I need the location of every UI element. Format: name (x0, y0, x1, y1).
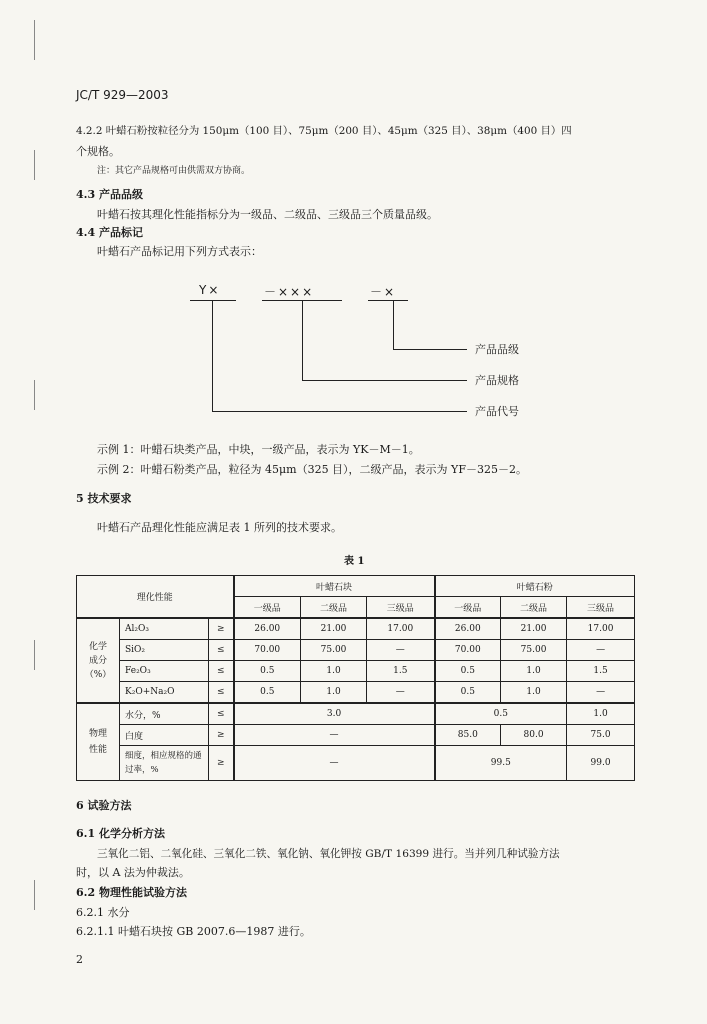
cell: 70.00 (435, 640, 501, 661)
cell: 0.5 (234, 661, 301, 682)
cell: — (367, 682, 435, 704)
diagram-underline-3 (368, 300, 408, 301)
section-4-4-body: 叶蜡石产品标记用下列方式表示： (97, 245, 262, 258)
cell: 75.00 (501, 640, 567, 661)
cell: 0.5 (435, 682, 501, 704)
table-row (77, 703, 635, 725)
table-caption: 表 1 (344, 556, 365, 567)
grade-cell: 三级品 (567, 597, 635, 619)
row-symbol: ≤ (209, 640, 234, 661)
header-property: 理化性能 (77, 576, 234, 619)
row-symbol: ≤ (209, 703, 234, 725)
header-powder: 叶蜡石粉 (435, 576, 635, 597)
row-label: Al₂O₃ (120, 618, 209, 640)
specification-table (76, 575, 635, 781)
group-physical-line: 性能 (88, 745, 107, 755)
table-row (77, 746, 635, 781)
diagram-connector-code-h (212, 411, 467, 412)
row-label (120, 746, 209, 781)
cell: 1.5 (367, 661, 435, 682)
table-row (77, 725, 635, 746)
grade-cell: 二级品 (501, 597, 567, 619)
cell: 21.00 (501, 618, 567, 640)
grade-cell: 一级品 (234, 597, 301, 619)
section-4-3-heading: 4.3 产品品级 (76, 188, 143, 201)
section-6-2-heading: 6.2 物理性能试验方法 (76, 886, 187, 899)
cell: 0.5 (435, 703, 567, 725)
margin-mark (34, 880, 35, 910)
cell: 26.00 (435, 618, 501, 640)
section-4-2-2-line2: 个规格。 (76, 145, 120, 158)
cell: 1.5 (567, 661, 635, 682)
row-label: 白度 (120, 725, 209, 746)
row-label: SiO₂ (120, 640, 209, 661)
table-header-row (77, 576, 635, 597)
cell: 99.0 (567, 746, 635, 781)
group-chemical-line: 化学 (88, 641, 107, 652)
cell: — (234, 746, 435, 781)
cell: 0.5 (234, 682, 301, 704)
diagram-underline-1 (190, 300, 236, 301)
cell: 99.5 (435, 746, 567, 781)
row-label: Fe₂O₃ (120, 661, 209, 682)
grade-cell: 一级品 (435, 597, 501, 619)
row-label: K₂O+Na₂O (120, 682, 209, 704)
row-label-line: 细度，相应规格的通 (125, 751, 202, 761)
diagram-code-grade: －× (370, 285, 397, 299)
cell: 1.0 (567, 703, 635, 725)
cell: 75.0 (567, 725, 635, 746)
cell: — (234, 725, 435, 746)
example-1: 示例 1：叶蜡石块类产品，中块，一级产品，表示为 YK－M－1。 (97, 443, 420, 456)
cell: — (567, 682, 635, 704)
doc-code-header: JC/T 929—2003 (76, 88, 169, 102)
row-symbol: ≥ (209, 725, 234, 746)
table-row (77, 682, 635, 704)
cell: 1.0 (501, 682, 567, 704)
cell: 1.0 (301, 661, 367, 682)
group-physical (77, 703, 120, 781)
header-block: 叶蜡石块 (234, 576, 435, 597)
diagram-connector-grade-h (393, 349, 467, 350)
section-5-body: 叶蜡石产品理化性能应满足表 1 所列的技术要求。 (97, 521, 342, 534)
margin-mark (34, 20, 35, 60)
group-chemical-line: 成分 (88, 655, 107, 666)
section-5-heading: 5 技术要求 (76, 492, 132, 505)
grade-cell: 二级品 (301, 597, 367, 619)
cell: 26.00 (234, 618, 301, 640)
table-row (77, 640, 635, 661)
cell: 17.00 (567, 618, 635, 640)
cell: 75.00 (301, 640, 367, 661)
section-6-2-1-1: 6.2.1.1 叶蜡石块按 GB 2007.6—1987 进行。 (76, 925, 311, 938)
diagram-connector-code-v (212, 300, 213, 412)
page-number: 2 (76, 953, 83, 966)
margin-mark (34, 380, 35, 410)
row-symbol: ≤ (209, 661, 234, 682)
group-chemical-line: （%） (84, 669, 112, 680)
row-symbol: ≥ (209, 746, 234, 781)
diagram-label-code: 产品代号 (475, 405, 519, 418)
diagram-connector-grade-v (393, 300, 394, 350)
section-6-2-1-heading: 6.2.1 水分 (76, 906, 130, 919)
section-4-3-body: 叶蜡石按其理化性能指标分为一级品、二级品、三级品三个质量品级。 (97, 208, 438, 221)
row-symbol: ≥ (209, 618, 234, 640)
cell: 1.0 (301, 682, 367, 704)
cell: 0.5 (435, 661, 501, 682)
margin-mark (34, 640, 35, 670)
cell: 21.00 (301, 618, 367, 640)
cell: — (567, 640, 635, 661)
cell: 85.0 (435, 725, 501, 746)
cell: 17.00 (367, 618, 435, 640)
diagram-label-spec: 产品规格 (475, 374, 519, 387)
cell: 1.0 (501, 661, 567, 682)
cell: — (367, 640, 435, 661)
diagram-connector-spec-h (302, 380, 467, 381)
table-row (77, 661, 635, 682)
section-4-2-2-note: 注：其它产品规格可由供需双方协商。 (97, 166, 251, 176)
example-2: 示例 2：叶蜡石粉类产品，粒径为 45μm（325 目），二级产品，表示为 YF－325－2。 (97, 463, 527, 476)
row-label-line: 过率，% (125, 765, 159, 775)
section-6-1-heading: 6.1 化学分析方法 (76, 827, 165, 840)
section-6-1-line2: 时，以 A 法为仲裁法。 (76, 866, 190, 879)
grade-cell: 三级品 (367, 597, 435, 619)
section-6-1-line1: 三氧化二铝、二氧化硅、三氧化二铁、氧化钠、氧化钾按 GB/T 16399 进行。当并列几种试验方法 (97, 848, 560, 860)
row-label: 水分，% (120, 703, 209, 725)
section-4-4-heading: 4.4 产品标记 (76, 226, 143, 239)
diagram-code-prefix: Y× (199, 283, 221, 297)
section-4-2-2-line1: 4.2.2 叶蜡石粉按粒径分为 150μm（100 目）、75μm（200 目）、45μm（325 目）、38μm（400 目）四 (76, 125, 572, 137)
diagram-connector-spec-v (302, 300, 303, 381)
margin-mark (34, 150, 35, 180)
cell: 80.0 (501, 725, 567, 746)
row-symbol: ≤ (209, 682, 234, 704)
group-chemical (77, 618, 120, 703)
section-6-heading: 6 试验方法 (76, 799, 132, 812)
group-physical-line: 物理 (88, 729, 107, 739)
cell: 70.00 (234, 640, 301, 661)
diagram-label-grade: 产品品级 (475, 343, 519, 356)
cell: 3.0 (234, 703, 435, 725)
diagram-code-spec: －××× (264, 285, 315, 299)
table-row (77, 618, 635, 640)
